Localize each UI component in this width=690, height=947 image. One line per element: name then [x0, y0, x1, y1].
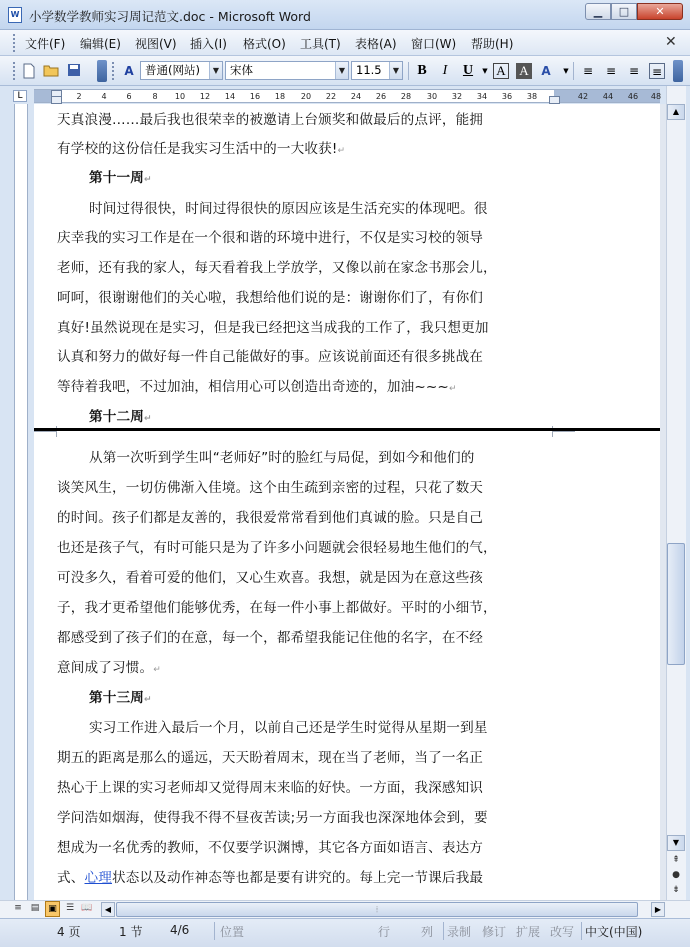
paragraph-line [57, 256, 497, 276]
save-icon[interactable] [66, 63, 82, 79]
ruler-tick: 2 [76, 92, 82, 101]
paragraph-line [57, 137, 345, 157]
paragraph-line [57, 566, 483, 586]
section-heading [89, 686, 152, 706]
line-text: 呵呵，很谢谢他们的关心啦，我想给他们说的是：谢谢你们了，有你们 [57, 290, 484, 306]
paragraph-line [57, 286, 483, 306]
line-text: 有学校的这份信任是我实习生活中的一大收获! [57, 141, 338, 157]
vertical-scroll-thumb[interactable] [667, 543, 685, 665]
status-extend[interactable]: 扩展 [516, 925, 541, 939]
toolbar-grip[interactable] [13, 62, 17, 80]
paragraph-mark-icon: ↵ [143, 175, 152, 185]
paragraph-line [57, 476, 483, 496]
line-text: 学问浩如烟海，使得我不得不昼夜苦读;另一方面我也深深地体会到，要 [57, 810, 488, 826]
toolbar-separator [573, 62, 574, 80]
line-text: 真好!虽然说现在是实习，但是我已经把这当成我的工作了，我只想更加 [57, 320, 489, 336]
paragraph-line [89, 197, 488, 217]
minimize-button[interactable]: ▁ [585, 3, 611, 20]
paragraph-line [57, 506, 483, 526]
hanging-indent-marker[interactable] [51, 96, 62, 104]
paragraph-line [57, 806, 488, 826]
page-boundary [34, 428, 660, 431]
previous-page-icon[interactable]: ⇞ [672, 855, 680, 865]
status-bar [0, 918, 690, 947]
bold-icon[interactable]: B [417, 63, 427, 78]
style-dropdown[interactable] [140, 61, 223, 80]
line-text: 认真和努力的做好每一件自己能做好的事。应该说前面还有很多挑战在 [57, 349, 484, 365]
chevron-down-icon[interactable]: ▼ [335, 62, 348, 79]
page-corner-mark [34, 431, 57, 437]
web-layout-view-icon[interactable]: ▤ [30, 903, 40, 913]
status-overtype[interactable]: 改写 [550, 925, 575, 939]
ruler-tick: 22 [325, 92, 337, 101]
align-left-icon[interactable]: ≡ [582, 64, 594, 78]
ruler-tick: 8 [152, 92, 158, 101]
line-text: 意间成了习惯。 [57, 660, 154, 676]
scroll-left-arrow-icon[interactable]: ◀ [101, 902, 115, 917]
normal-view-icon[interactable]: ≡ [14, 903, 22, 913]
paragraph-line [57, 656, 161, 676]
menu-view[interactable]: 视图(V) [135, 37, 177, 51]
line-text: 式、 [57, 870, 85, 886]
underline-icon[interactable]: U [462, 63, 474, 78]
chevron-down-icon[interactable]: ▼ [563, 67, 569, 75]
paragraph-mark-icon: ↵ [143, 695, 152, 705]
character-shading-icon[interactable]: A [516, 63, 532, 79]
right-indent-marker[interactable] [549, 96, 560, 104]
formatting-toolbar-grip[interactable] [112, 62, 116, 80]
scroll-down-arrow-icon[interactable]: ▼ [667, 835, 685, 851]
toolbar-separator [408, 62, 409, 80]
line-text: 热心于上课的实习老师却又觉得周末来临的好快。一方面，我深感知识 [57, 780, 484, 796]
paragraph-line [89, 446, 474, 466]
title-bar [0, 0, 690, 30]
ruler-tick: 48 [650, 92, 662, 101]
chevron-down-icon[interactable]: ▼ [482, 67, 488, 75]
ruler-tick: 34 [476, 92, 488, 101]
status-track-changes[interactable]: 修订 [482, 925, 507, 939]
section-heading [89, 166, 152, 186]
font-value: 宋体 [230, 63, 253, 77]
line-text: 的时间。孩子们都是友善的，我很爱常常看到他们真诚的脸。只是自己 [57, 510, 484, 526]
line-text: 也还是孩子气，有时可能只是为了许多小问题就会很轻易地生他们的气， [57, 540, 497, 556]
menubar-grip[interactable] [13, 34, 17, 52]
line-text: 谈笑风生，一切仿佛渐入佳境。这个由生疏到亲密的过程，只花了数天 [57, 480, 484, 496]
line-text: 等待着我吧，不过加油，相信用心可以创造出奇迹的，加油~~~ [57, 379, 449, 395]
status-record[interactable]: 录制 [447, 925, 472, 939]
vertical-ruler[interactable] [14, 104, 28, 900]
status-section: 1 节 [119, 925, 143, 939]
ruler-tick: 6 [126, 92, 132, 101]
hyperlink[interactable]: 心理 [84, 870, 112, 886]
outline-view-icon[interactable]: ☰ [65, 903, 75, 913]
maximize-button[interactable]: □ [611, 3, 637, 20]
ruler-tick: 46 [627, 92, 639, 101]
ruler-tick: 30 [426, 92, 438, 101]
line-text: 天真浪漫……最后我也很荣幸的被邀请上台颁奖和做最后的点评，能拥 [57, 112, 484, 128]
paragraph-line [57, 316, 489, 336]
ruler-tick: 4 [101, 92, 107, 101]
justify-icon[interactable]: ≡ [649, 63, 665, 79]
italic-icon[interactable]: I [442, 63, 448, 78]
status-page: 4 页 [57, 925, 81, 939]
styles-pane-icon[interactable]: A [124, 64, 134, 78]
character-border-icon[interactable]: A [493, 63, 509, 79]
select-browse-object-icon[interactable]: ● [672, 870, 680, 880]
ruler-tick: 20 [300, 92, 312, 101]
line-text: 想成为一名优秀的教师，不仅要学识渊博，其它各方面如语言、表达方 [57, 840, 484, 856]
close-document-icon[interactable]: ✕ [665, 34, 677, 50]
menu-window[interactable]: 窗口(W) [411, 37, 457, 51]
vertical-scrollbar[interactable] [666, 86, 686, 900]
paragraph-mark-icon: ↵ [153, 665, 161, 675]
status-position: 位置 [220, 925, 245, 939]
menu-help[interactable]: 帮助(H) [471, 37, 514, 51]
tab-selector[interactable]: L [13, 90, 27, 102]
paragraph-line [57, 536, 497, 556]
line-text: 状态以及动作神态等也都是要有讲究的。每上完一节课后我最 [112, 870, 484, 886]
paragraph-mark-icon: ↵ [337, 146, 346, 156]
paragraph-line [57, 108, 483, 128]
ruler-tick: 16 [249, 92, 261, 101]
ruler-tick: 18 [274, 92, 286, 101]
font-dropdown[interactable] [225, 61, 349, 80]
new-document-icon[interactable] [21, 63, 37, 79]
paragraph-line [57, 746, 483, 766]
ruler-tick: 44 [602, 92, 614, 101]
reading-layout-view-icon[interactable]: 📖 [81, 903, 93, 913]
font-size-value: 11.5 [356, 63, 382, 77]
line-text: 实习工作进入最后一个月，以前自己还是学生时觉得从星期一到星 [89, 720, 488, 736]
status-language[interactable]: 中文(中国) [585, 925, 643, 939]
ruler-tick: 38 [526, 92, 538, 101]
paragraph-line [57, 226, 483, 246]
line-text: 第十一周 [89, 170, 144, 186]
print-layout-view-icon[interactable]: ▣ [45, 901, 60, 917]
word-app-icon[interactable]: W [8, 7, 22, 23]
ruler-tick: 28 [400, 92, 412, 101]
line-text: 可没多久，看着可爱的他们，又心生欢喜。我想，就是因为在意这些孩 [57, 570, 484, 586]
menu-file[interactable]: 文件(F) [25, 37, 66, 51]
scroll-right-arrow-icon[interactable]: ▶ [651, 902, 665, 917]
toolbar-overflow-button[interactable] [673, 60, 683, 82]
paragraph-mark-icon: ↵ [143, 414, 152, 424]
font-size-dropdown[interactable] [351, 61, 403, 80]
align-center-icon[interactable]: ≡ [605, 64, 617, 78]
line-text: 第十三周 [89, 690, 144, 706]
next-page-icon[interactable]: ⇟ [672, 885, 680, 895]
align-right-icon[interactable]: ≡ [628, 64, 640, 78]
ruler-tick: 14 [224, 92, 236, 101]
horizontal-ruler[interactable] [34, 89, 660, 103]
chevron-down-icon[interactable]: ▼ [389, 62, 402, 79]
close-window-button[interactable]: ✕ [637, 3, 683, 20]
ruler-tick: 32 [451, 92, 463, 101]
open-folder-icon[interactable] [43, 63, 59, 79]
page-corner-mark [552, 431, 575, 437]
menu-edit[interactable]: 编辑(E) [80, 37, 121, 51]
paragraph-mark-icon: ↵ [448, 384, 457, 394]
ruler-tick: 12 [199, 92, 211, 101]
status-page-of: 4/6 [170, 923, 190, 937]
line-text: 期五的距离是那么的遥远，天天盼着周末，现在当了老师，当了一名正 [57, 750, 484, 766]
paragraph-line [57, 626, 483, 646]
scroll-up-arrow-icon[interactable]: ▲ [667, 104, 685, 120]
ruler-tick: 36 [501, 92, 513, 101]
menu-tools[interactable]: 工具(T) [300, 37, 341, 51]
menu-table[interactable]: 表格(A) [355, 37, 397, 51]
ruler-tick: 26 [375, 92, 387, 101]
toolbar-overflow-button[interactable] [97, 60, 107, 82]
line-text: 老师，还有我的家人，每天看着我上学放学，又像以前在家念书那会儿， [57, 260, 497, 276]
menu-bar [0, 30, 690, 56]
line-text: 都感受到了孩子们的在意，每一个，都希望我能记住他的名字，在不经 [57, 630, 484, 646]
line-text: 子，我才更希望他们能够优秀，在每一件小事上都做好。平时的小细节， [57, 600, 497, 616]
ruler-tick: 10 [174, 92, 186, 101]
chevron-down-icon[interactable]: ▼ [209, 62, 222, 79]
line-text: 第十二周 [89, 409, 144, 425]
paragraph-line [57, 866, 483, 886]
status-separator [443, 922, 444, 940]
paragraph-line [89, 716, 488, 736]
line-text: 庆幸我的实习工作是在一个很和谐的环境中进行，不仅是实习校的领导 [57, 230, 484, 246]
line-text: 从第一次听到学生叫“老师好”时的脸红与局促，到如今和他们的 [89, 450, 475, 466]
horizontal-scroll-thumb[interactable]: ⦙ [116, 902, 638, 917]
status-row: 行 [378, 925, 391, 939]
paragraph-line [57, 375, 457, 395]
paragraph-line [57, 836, 483, 856]
section-heading [89, 405, 152, 425]
style-value: 普通(网站) [145, 63, 200, 77]
status-separator [581, 922, 582, 940]
paragraph-line [57, 345, 483, 365]
ruler-tick: 42 [577, 92, 589, 101]
text-effect-icon[interactable]: A [541, 64, 551, 78]
status-separator [214, 922, 215, 940]
window-title: 小学数学教师实习周记范文.doc - Microsoft Word [29, 9, 311, 24]
ruler-tick: 24 [350, 92, 362, 101]
paragraph-line [57, 596, 497, 616]
toolbar [0, 56, 690, 86]
menu-format[interactable]: 格式(O) [243, 37, 286, 51]
paragraph-line [57, 776, 483, 796]
menu-insert[interactable]: 插入(I) [190, 37, 227, 51]
line-text: 时间过得很快，时间过得很快的原因应该是生活充实的体现吧。很 [89, 201, 488, 217]
status-col: 列 [421, 925, 434, 939]
